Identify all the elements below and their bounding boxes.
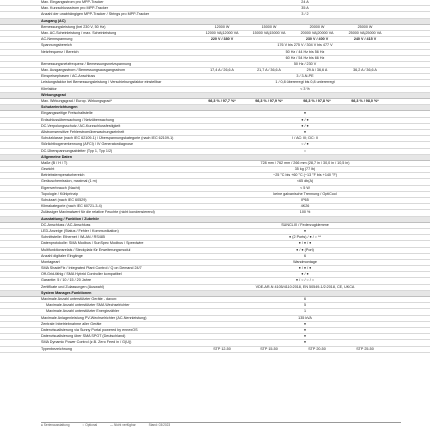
spec-value: 3 / 3-N-PE [296, 74, 314, 79]
spec-row [0, 347, 430, 353]
spec-value-model-1: 12000 W [214, 24, 230, 29]
spec-value: VDE-AR-N 4105/4110:2018, EN 50549-1/2:2018, CE, UKCA [255, 284, 355, 289]
spec-value: 5 [303, 303, 307, 308]
spec-label: Datenvisualisierung über SMA SPOT (Deutschland) [41, 334, 126, 339]
spec-value: ● [303, 129, 307, 134]
spec-label: Eingangsseitige Freischaltstelle [41, 111, 93, 116]
spec-label: Bemessungsleistung (bei 230 V, 50 Hz) [41, 24, 106, 29]
spec-value: −25 °C bis +60 °C (−13 °F bis +140 °F) [273, 173, 337, 178]
spec-value: 1 [303, 309, 307, 314]
spec-label: Allstromsensitive Fehlerstromüberwachungseinheit [41, 129, 125, 134]
spec-label: LED-Anzeige (Status / Fehler / Kommunikation) [41, 228, 119, 233]
spec-value: ● [303, 340, 307, 345]
spec-label: Leistungsfaktor bei Bemessungsleistung / Verschiebungsfaktor einstellbar [41, 80, 162, 85]
spec-value: ● [303, 111, 307, 116]
spec-label: Klimakategorie (nach IEC 60721-3-4) [41, 204, 102, 209]
spec-label: Schutzklasse (nach IEC 62109-1) / Überspannungskategorie (nach IEC 62109-1) [41, 136, 174, 141]
spec-value: 35 A [301, 6, 309, 11]
spec-value-model-2: 98,3 % / 97,9 %* [255, 99, 283, 103]
spec-value: < 5 W [300, 185, 310, 190]
spec-label: Erdschlussüberwachung / Netzüberwachung [41, 117, 114, 122]
spec-value: ● [303, 327, 307, 332]
spec-label: DC-Anschluss / AC-Anschluss [41, 222, 91, 227]
spec-value: ● [303, 334, 307, 339]
spec-label: Gewicht [41, 167, 55, 172]
spec-value-model-4: 240 V / 415 V [353, 37, 377, 42]
spec-value: Wandmontage [293, 259, 317, 264]
section-title: Ausstattung / Funktion / Zubehör [41, 216, 99, 221]
spec-value-model-4: 98,3 % / 98,0 %* [351, 99, 379, 103]
spec-label: SMA Dynamic Power Control (z.B. Zero Feed in / G(U)) [41, 340, 132, 345]
spec-value: ● (2 Ports) / ● / ○ ** [289, 235, 321, 240]
spec-value: I / AC: III; DC: II [292, 136, 318, 141]
spec-label: Maximale Anlagenleistung PV-Wechselrichter (AC-Nennleistung) [41, 315, 147, 320]
spec-value: ● / ● [301, 117, 309, 122]
spec-label: Zentrale Inbetriebnahme aller Geräte [41, 321, 102, 326]
legend-standard: ● Serienausstattung [41, 423, 70, 427]
spec-label: Schutzart (nach IEC 60529) [41, 198, 87, 202]
spec-value: ● / ● / ● [298, 266, 312, 271]
spec-value-model-4: 25000 VA|25000 VA [348, 30, 382, 35]
legend-optional: ○ Optional [82, 423, 98, 427]
spec-label: SMA ShadeFix / Integrated Plant Control / Q on Demand 24/7 [41, 266, 142, 271]
spec-label: Max. AC-Scheinleistung / max. Scheinleistung [41, 30, 117, 35]
spec-value: 1 / 0,8 übererregt bis 0,8 untererregt [275, 80, 335, 85]
spec-label: Datenvisualisierung via Sunny Portal powered by ennexOS [41, 327, 138, 332]
spec-label: Spannungsbereich [41, 43, 72, 48]
spec-value: 3 / 2 [301, 12, 309, 17]
spec-value: ● / ● [301, 272, 309, 277]
spec-value: 728 mm / 762 mm / 266 mm (28,7 in / 30,0 in / 10,5 in) [260, 160, 350, 165]
spec-value: ● [303, 321, 307, 326]
spec-value: 50 Hz / 44 Hz bis 56 Hz [285, 49, 325, 54]
spec-label: Schnittstelle: Ethernet / WLAN / RS485 [41, 235, 105, 240]
spec-label: Montageart [41, 259, 60, 264]
spec-label: Off-Grid-fähig / SMA Hybrid Controller kompatibel [41, 272, 122, 277]
spec-label: Zertifikate und Zulassungen (Auswahl) [41, 284, 104, 289]
spec-value-model-2: 21,7 A / 36,6 A [257, 68, 281, 73]
spec-value: 60 Hz / 54 Hz bis 66 Hz [285, 55, 325, 60]
spec-value: < 3 % [300, 86, 310, 91]
spec-value: 24 A [301, 0, 309, 4]
spec-value-model-4: 25000 W [357, 24, 373, 29]
spec-label: Maximale Anzahl unterstützter Energiezähler [46, 309, 120, 314]
spec-value: ● / ● (Port) [296, 247, 314, 252]
spec-value-model-2: 15000 W [261, 24, 277, 29]
spec-value-model-3: 98,3 % / 97,8 %* [303, 99, 331, 103]
section-title: Wirkungsgrad [41, 92, 66, 97]
spec-label: Einspeisephasen / AC-Anschluss [41, 74, 96, 79]
section-title: Schutzeinrichtungen [41, 105, 78, 110]
spec-label: Garantie: 5 / 10 / 15 / 20 Jahre [41, 278, 92, 283]
spec-label: DC-Überspannungsableiter (Typ 1, Typ 1/2) [41, 148, 113, 153]
spec-value: 50 Hz / 230 V [293, 61, 317, 66]
spec-value: 100 % [299, 210, 311, 215]
spec-label: Max. Wirkungsgrad / Europ. Wirkungsgrad* [41, 99, 112, 103]
spec-label: Max. Kurzschlussstrom pro MPP-Tracker [41, 6, 109, 11]
spec-value-model-3: STP 20-50 [308, 346, 326, 351]
spec-value: 176 V bis 275 V / 304 V bis 477 V [277, 43, 333, 48]
spec-value: ● / ● / ● [298, 241, 312, 246]
spec-value: 4K26 [300, 204, 310, 209]
spec-label: Zulässiger Maximalwert für die relative Feuchte (nicht kondensierend) [41, 210, 155, 215]
spec-value-model-3: 230 V / 400 V [305, 37, 329, 42]
section-title: Ausgang (AC) [41, 18, 66, 23]
spec-label: Maximale Anzahl unterstützter SMA Wechselrichter [46, 303, 130, 308]
spec-value-model-1: 98,3 % / 97,7 %* [208, 99, 236, 103]
spec-value: 6 [303, 297, 307, 301]
spec-value: keine galvanische Trennung / OptiCool [273, 191, 337, 196]
spec-label: Max. Eingangsstrom pro MPP-Tracker [41, 0, 104, 4]
spec-label: Bemessungsnetzfrequenz / Bemessungsnetzspannung [41, 61, 132, 66]
spec-label: Eigenverbrauch (Nacht) [41, 185, 80, 190]
spec-value-model-1: STP 12-50 [213, 346, 231, 351]
legend-footer [41, 422, 401, 429]
spec-value: 35 kg (77 lb) [294, 167, 316, 172]
spec-label: Multifunktionsrelais / Steckplatz für Erweiterungsmodul [41, 247, 131, 252]
spec-value: IP65 [301, 198, 309, 202]
spec-label: Max. Ausgangsstrom / Bemessungsausgangsstrom [41, 68, 126, 73]
spec-label: AC-Nennspannung [41, 37, 73, 42]
spec-value: ○ [303, 148, 307, 153]
legend-na: — Nicht verfügbar [109, 423, 136, 427]
spec-label: Betriebstemperaturbereich [41, 173, 85, 178]
section-title: System Manager-Funktionen [41, 290, 92, 295]
spec-label: Netzfrequenz / Bereich [41, 49, 79, 54]
spec-label: Maße (B / H / T) [41, 160, 68, 165]
spec-value-model-2: STP 15-50 [260, 346, 278, 351]
spec-label: Anzahl digitaler Eingänge [41, 253, 83, 258]
spec-value: 6 [303, 253, 307, 258]
spec-label: Klirrfaktor [41, 86, 57, 91]
spec-value: ● [303, 228, 307, 233]
section-title: Allgemeine Daten [41, 154, 72, 159]
legend-date: Stand: 03/2023 [148, 423, 171, 427]
spec-value: <65 db(A) [296, 179, 314, 184]
spec-label: Datenprotokolle: SMA Modbus / SunSpec Modbus / Speedwire [41, 241, 144, 246]
spec-value: ● / ● [301, 123, 309, 128]
spec-label: Störlichtbogenerkennung (AFCI) / IV Generatordiagnose [41, 142, 134, 147]
spec-value-model-4: STP 25-50 [356, 346, 374, 351]
spec-label: DC-Verpolungsschutz / AC-Kurzschlussfestigkeit [41, 123, 121, 128]
spec-value-model-1: 220 V / 380 V [210, 37, 234, 42]
spec-value-model-4: 36,2 A / 36,6 A [353, 68, 377, 73]
spec-label: Topologie / Kühlprinzip [41, 191, 79, 196]
spec-label: Maximale Anzahl unterstützter Geräte - davon: [41, 297, 118, 301]
spec-value-model-1: 12000 VA|12000 VA [205, 30, 239, 35]
spec-label: Geräuschemission, maximal (1 m) [41, 179, 97, 184]
spec-value-model-3: 29 A / 36,6 A [306, 68, 328, 73]
spec-value: ○ / ● [301, 142, 309, 147]
spec-label: Typenbezeichnung [41, 346, 72, 351]
spec-value: ● / ○ / ○ / ○ [295, 278, 315, 283]
spec-value: SUNCLIX / Federzugklemme [281, 222, 329, 227]
spec-value-model-3: 20000 VA|20000 VA [300, 30, 334, 35]
spec-value: 135 kVA [298, 315, 312, 320]
spec-label: Anzahl der unabhängigen MPP-Tracker / Strings pro MPP-Tracker [41, 12, 150, 17]
spec-value-model-3: 20000 W [309, 24, 325, 29]
spec-value-model-1: 17,4 A / 26,6 A [210, 68, 234, 73]
spec-value-model-2: 15000 VA|15000 VA [252, 30, 286, 35]
